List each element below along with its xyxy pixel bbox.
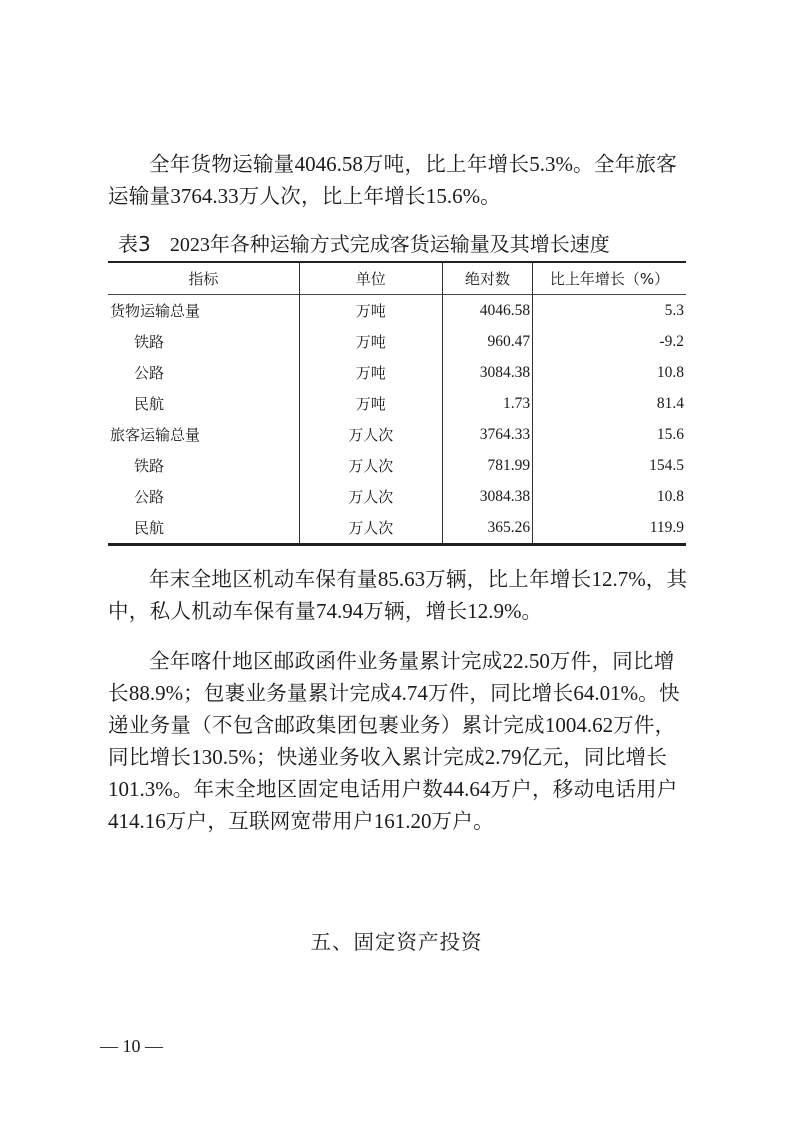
cell-growth: 81.4 <box>656 394 684 412</box>
cell-value: 4046.58 <box>442 295 532 327</box>
cell-value: 960.47 <box>442 326 532 357</box>
cell-value: 365.26 <box>442 512 532 545</box>
table-row <box>108 326 686 357</box>
table-row <box>108 450 686 481</box>
header-growth: 比上年增长（%） <box>549 270 670 288</box>
table-row <box>108 419 686 450</box>
table-row <box>108 295 686 327</box>
cell-unit: 万人次 <box>299 481 442 512</box>
table-row <box>108 512 686 545</box>
cell-growth: 10.8 <box>656 363 684 381</box>
section-heading: 五、固定资产投资 <box>310 930 483 954</box>
cell-indicator: 铁路 <box>108 450 299 481</box>
cell-value: 781.99 <box>442 450 532 481</box>
table-caption: 表3 2023年各种运输方式完成客货运输量及其增长速度 <box>118 232 610 256</box>
cell-indicator: 旅客运输总量 <box>108 419 299 450</box>
cell-indicator: 货物运输总量 <box>108 295 299 327</box>
table-row <box>108 357 686 388</box>
transport-table <box>108 261 686 546</box>
cell-unit: 万吨 <box>299 326 442 357</box>
cell-growth: 154.5 <box>649 456 684 474</box>
cell-value: 3764.33 <box>442 419 532 450</box>
page-number: — 10 — <box>100 1036 163 1056</box>
table-row <box>108 481 686 512</box>
cell-growth: 5.3 <box>664 301 684 319</box>
cell-growth: 15.6 <box>656 425 684 443</box>
cell-unit: 万人次 <box>299 419 442 450</box>
cell-growth: -9.2 <box>659 332 684 350</box>
cell-indicator: 铁路 <box>108 326 299 357</box>
cell-value: 1.73 <box>442 388 532 419</box>
cell-unit: 万吨 <box>299 388 442 419</box>
header-unit: 单位 <box>299 262 442 295</box>
cell-indicator: 民航 <box>108 512 299 545</box>
paragraph-motor-vehicles: 年末全地区机动车保有量85.63万辆，比上年增长12.7%，其中，私人机动车保有量74.94万辆，增长12.9%。 <box>108 567 688 623</box>
paragraph-transport-volume: 全年货物运输量4046.58万吨，比上年增长5.3%。全年旅客运输量3764.33万人次，比上年增长15.6%。 <box>108 152 678 208</box>
cell-unit: 万吨 <box>299 295 442 327</box>
cell-indicator: 公路 <box>108 481 299 512</box>
table-header-row <box>108 262 686 295</box>
cell-indicator: 民航 <box>108 388 299 419</box>
header-indicator: 指标 <box>108 262 299 295</box>
cell-indicator: 公路 <box>108 357 299 388</box>
cell-unit: 万人次 <box>299 512 442 545</box>
cell-unit: 万人次 <box>299 450 442 481</box>
table-row <box>108 388 686 419</box>
cell-value: 3084.38 <box>442 481 532 512</box>
paragraph-postal-telecom: 全年喀什地区邮政函件业务量累计完成22.50万件，同比增长88.9%；包裹业务量累计完成4.74万件，同比增长64.01%。快递业务量（不包含邮政集团包裹业务）累计完成1004.62万件，同比增长130.5%；快递业务收入累计完成2.79亿元，同比增长101.3%。年末全地区固定电话用户数44.64万户，移动电话用户414.16万户，互联网宽带用户161.20万户。 <box>108 649 680 833</box>
cell-unit: 万吨 <box>299 357 442 388</box>
cell-value: 3084.38 <box>442 357 532 388</box>
cell-growth: 119.9 <box>649 518 684 536</box>
header-absolute: 绝对数 <box>442 262 532 295</box>
cell-growth: 10.8 <box>656 487 684 505</box>
